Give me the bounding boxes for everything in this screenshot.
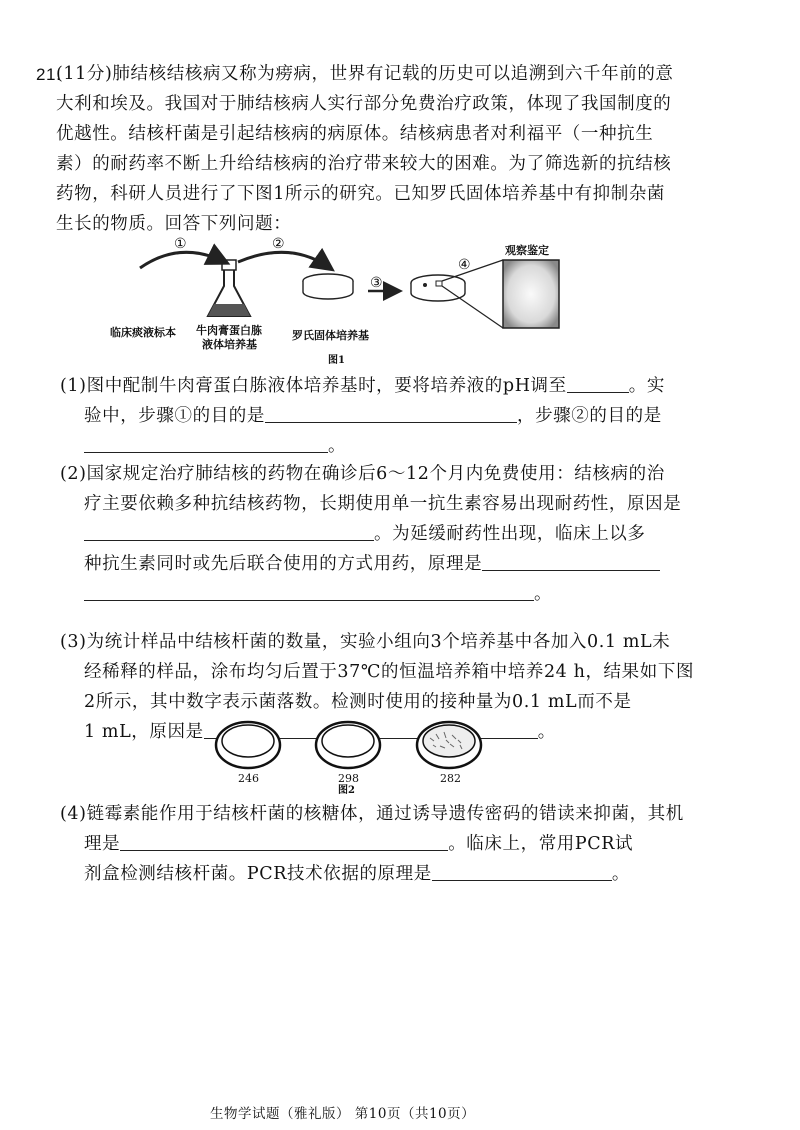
part3-line1: (3)为统计样品中结核杆菌的数量，实验小组向3个培养基中各加入0.1 mL未 <box>60 632 671 652</box>
figure-1-caption: 图1 <box>328 355 345 366</box>
part2-line3: 。为延缓耐药性出现，临床上以多 <box>84 526 646 544</box>
plate-1 <box>216 722 280 768</box>
figure-2-caption: 图2 <box>338 785 355 796</box>
part2-line4: 种抗生素同时或先后联合使用的方式用药，原理是 <box>84 556 660 574</box>
answer-blank-mechanism[interactable] <box>120 836 448 851</box>
part3-line3: 2所示，其中数字表示菌落数。检测时使用的接种量为0.1 mL而不是 <box>84 692 632 712</box>
broth-label-line2: 液体培养基 <box>202 338 257 351</box>
question-number: 21. <box>36 65 62 84</box>
observe-label: 观察鉴定 <box>505 244 549 257</box>
step-2-label: ② <box>272 236 285 252</box>
answer-blank-pcr[interactable] <box>432 866 612 881</box>
intro-line-5: 药物，科研人员进行了下图1所示的研究。已知罗氏固体培养基中有抑制杂菌 <box>56 184 666 204</box>
intro-line-1: (11分)肺结核结核病又称为痨病，世界有记载的历史可以追溯到六千年前的意 <box>56 64 674 84</box>
step-3-label: ③ <box>370 275 383 291</box>
intro-line-6: 生长的物质。回答下列问题： <box>56 214 292 234</box>
lj-medium-label: 罗氏固体培养基 <box>292 329 369 342</box>
part2-line2: 疗主要依赖多种抗结核药物，长期使用单一抗生素容易出现耐药性，原因是 <box>84 494 682 514</box>
part1-line1: (1)图中配制牛肉膏蛋白胨液体培养基时，要将培养液的pH调至 。实 <box>60 376 665 396</box>
broth-label-line1: 牛肉膏蛋白胨 <box>196 324 262 337</box>
step-4-label: ④ <box>458 257 471 273</box>
part4-line2: 理是 。临床上，常用PCR试 <box>84 834 634 854</box>
part3-line2: 经稀释的样品，涂布均匀后置于37℃的恒温培养箱中培养24 h，结果如下图 <box>84 662 695 682</box>
part1-line2: 验中，步骤①的目的是 ，步骤②的目的是 <box>84 406 662 426</box>
plate-1-count: 246 <box>238 772 259 785</box>
plate-2-count: 298 <box>338 772 359 785</box>
part2-line5: 。 <box>84 586 552 604</box>
page-footer: 生物学试题（雅礼版） 第10页（共10页） <box>210 1106 476 1122</box>
plate-2 <box>316 722 380 768</box>
intro-line-4: 素）的耐药率不断上升给结核病的治疗带来较大的困难。为了筛选新的抗结核 <box>56 154 672 174</box>
specimen-label: 临床痰液标本 <box>110 326 176 339</box>
intro-line-2: 大利和埃及。我国对于肺结核病人实行部分免费治疗政策，体现了我国制度的 <box>56 94 672 114</box>
plate-3 <box>417 722 481 768</box>
part4-line1: (4)链霉素能作用于结核杆菌的核糖体，通过诱导遗传密码的错读来抑菌，其机 <box>60 804 684 824</box>
part4-line3: 剂盒检测结核杆菌。PCR技术依据的原理是 。 <box>84 864 630 884</box>
intro-line-3: 优越性。结核杆菌是引起结核病的病原体。结核病患者对利福平（一种抗生 <box>56 124 654 144</box>
step-1-label: ① <box>174 236 187 252</box>
plate-3-count: 282 <box>440 772 461 785</box>
part3-line4: 1 mL，原因是 。 <box>84 722 556 742</box>
part1-line3: 。 <box>84 438 346 456</box>
part2-line1: (2)国家规定治疗肺结核的药物在确诊后6～12个月内免费使用：结核病的治 <box>60 464 665 484</box>
